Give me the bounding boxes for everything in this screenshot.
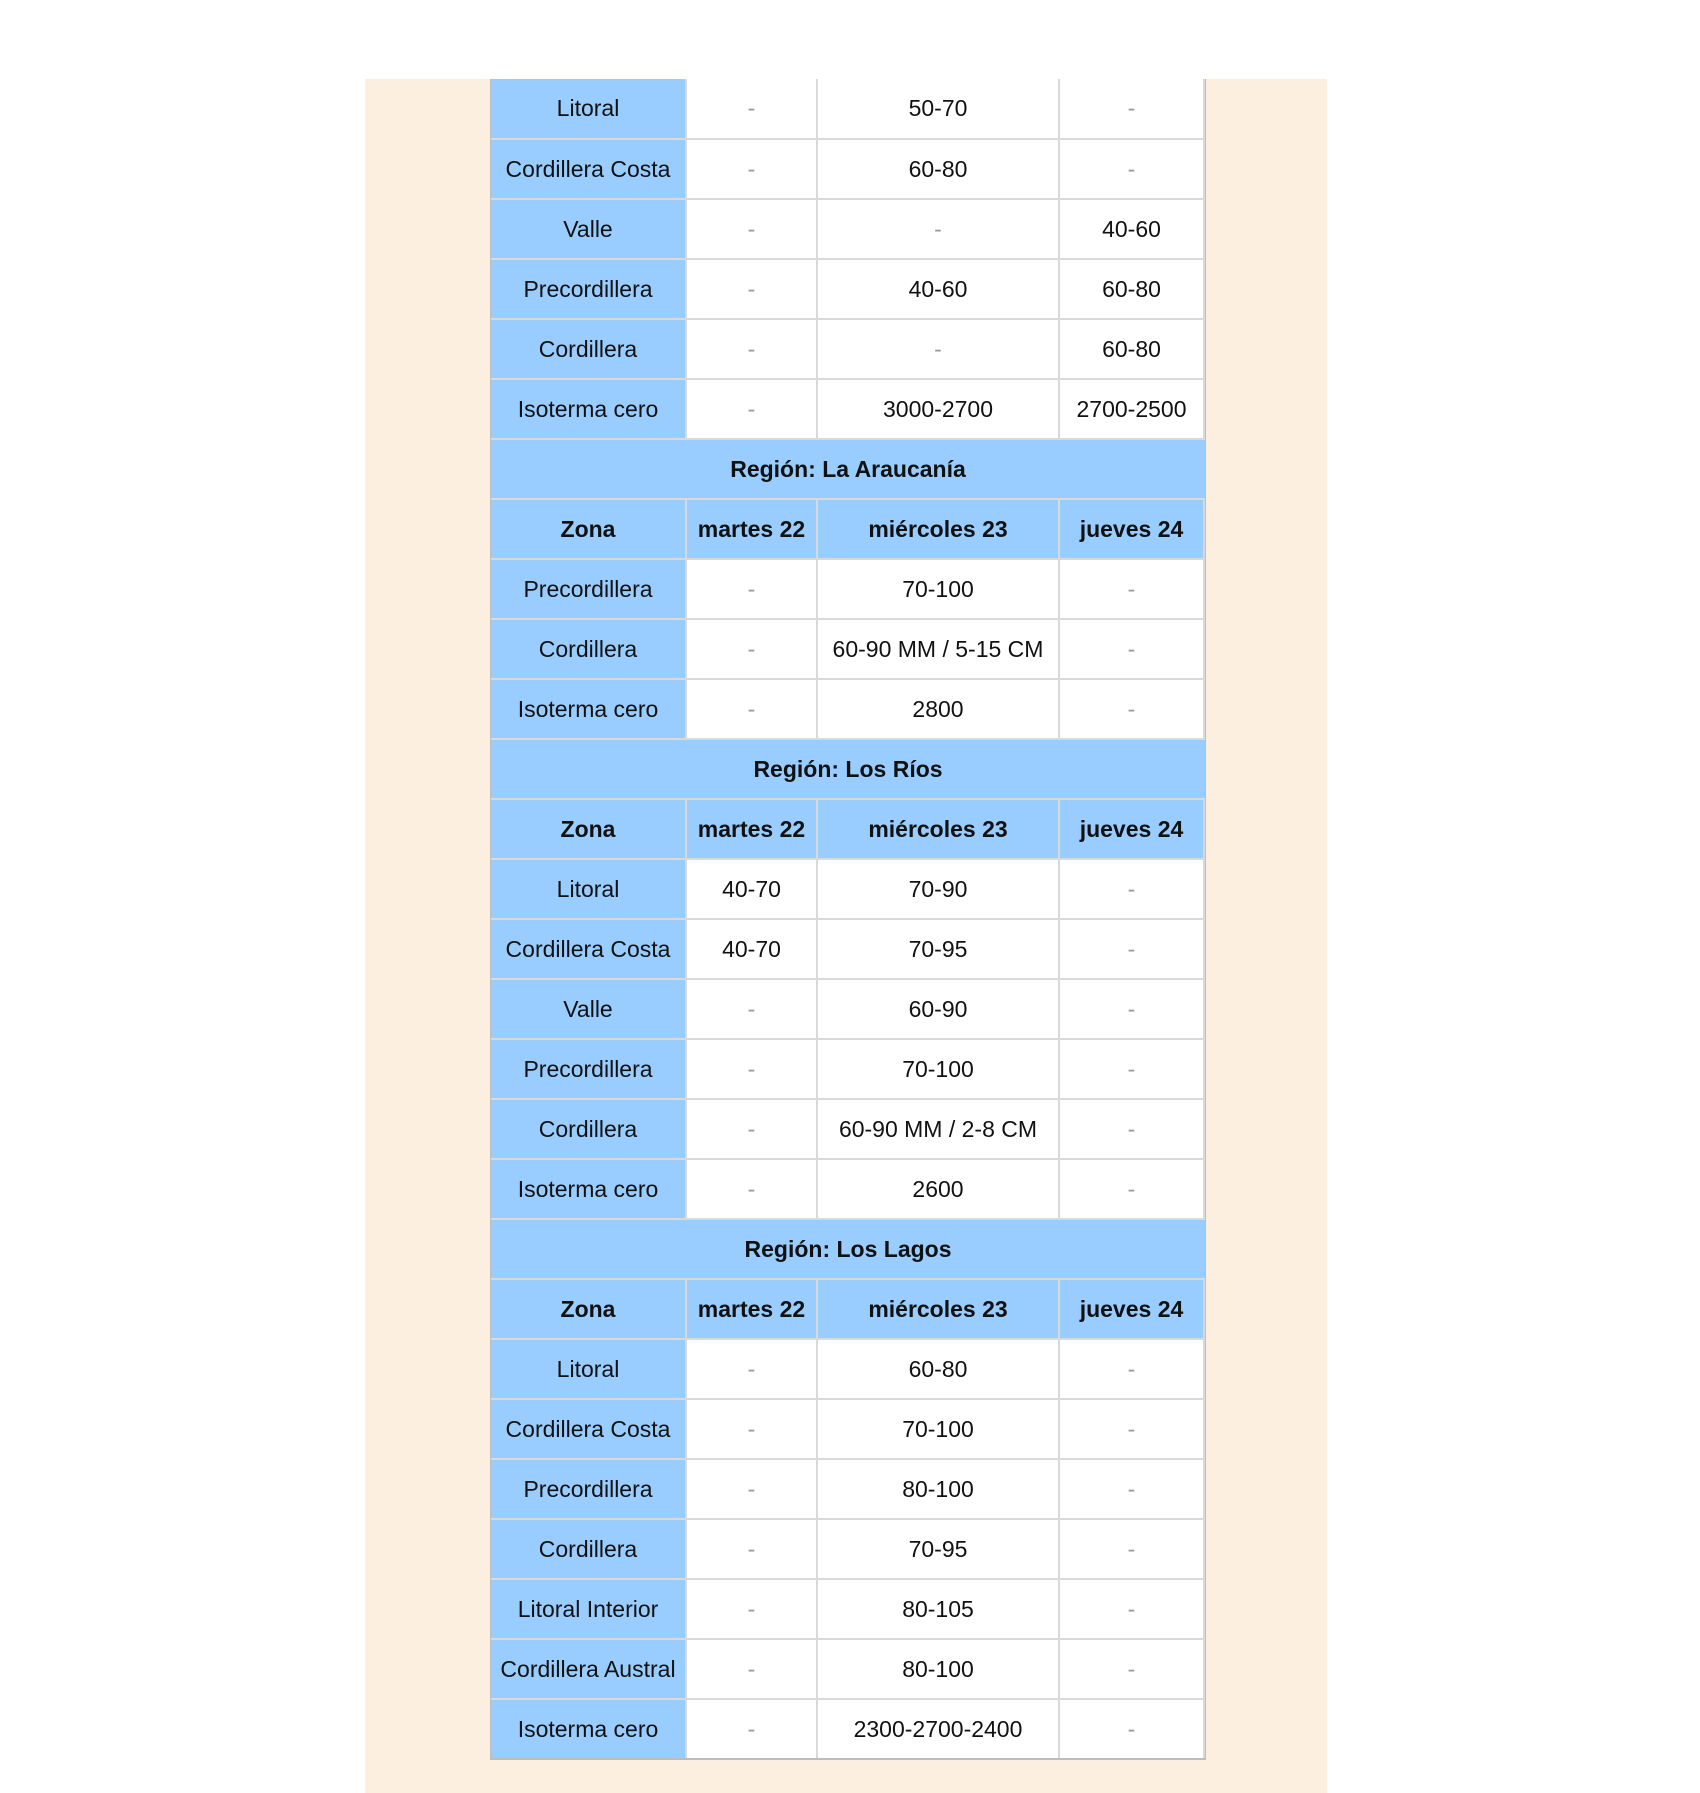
value-cell: 40-70 [687,920,816,978]
table-row [491,860,1205,918]
value-cell: 50-70 [818,79,1058,138]
table-header-row [491,800,1205,858]
value-cell: 40-60 [1060,200,1203,258]
value-cell: 70-100 [818,1040,1058,1098]
value-cell: - [1060,1340,1203,1398]
value-cell: - [687,560,816,618]
region-title: Región: Los Ríos [491,740,1205,798]
zone-cell: Valle [491,980,685,1038]
value-cell: 2300-2700-2400 [818,1700,1058,1758]
table-row [491,1400,1205,1458]
value-cell: - [687,1400,816,1458]
table-row [491,1040,1205,1098]
column-header: jueves 24 [1060,1280,1203,1338]
value-cell: - [818,320,1058,378]
zone-cell: Isoterma cero [491,1700,685,1758]
column-header: Zona [491,800,685,858]
value-cell: - [1060,1100,1203,1158]
precipitation-forecast-table [490,79,1206,1760]
zone-cell: Valle [491,200,685,258]
table-row [491,1340,1205,1398]
value-cell: - [1060,1460,1203,1518]
value-cell: - [1060,560,1203,618]
value-cell: - [687,1700,816,1758]
zone-cell: Isoterma cero [491,1160,685,1218]
zone-cell: Isoterma cero [491,680,685,738]
value-cell: - [818,200,1058,258]
table-row [491,320,1205,378]
value-cell: 2800 [818,680,1058,738]
zone-cell: Litoral [491,1340,685,1398]
value-cell: - [1060,1040,1203,1098]
value-cell: - [687,320,816,378]
column-header: martes 22 [687,800,816,858]
column-header: miércoles 23 [818,500,1058,558]
zone-cell: Cordillera [491,1100,685,1158]
table-row [491,1700,1205,1758]
value-cell: 2600 [818,1160,1058,1218]
zone-cell: Precordillera [491,1460,685,1518]
zone-cell: Cordillera [491,320,685,378]
value-cell: - [1060,620,1203,678]
value-cell: - [687,1100,816,1158]
table-row [491,620,1205,678]
zone-cell: Cordillera [491,1520,685,1578]
zone-cell: Precordillera [491,1040,685,1098]
value-cell: 2700-2500 [1060,380,1203,438]
value-cell: - [1060,980,1203,1038]
table-header-row [491,1280,1205,1338]
table-row [491,200,1205,258]
value-cell: 70-90 [818,860,1058,918]
value-cell: - [687,1160,816,1218]
value-cell: 70-100 [818,1400,1058,1458]
column-header: martes 22 [687,500,816,558]
value-cell: - [1060,1580,1203,1638]
value-cell: 3000-2700 [818,380,1058,438]
value-cell: - [1060,1160,1203,1218]
value-cell: - [687,1340,816,1398]
value-cell: - [687,1040,816,1098]
value-cell: 70-95 [818,1520,1058,1578]
value-cell: 60-80 [1060,320,1203,378]
zone-cell: Litoral [491,860,685,918]
value-cell: - [1060,140,1203,198]
column-header: miércoles 23 [818,800,1058,858]
region-title: Región: La Araucanía [491,440,1205,498]
table-row [491,260,1205,318]
column-header: Zona [491,1280,685,1338]
value-cell: - [687,1580,816,1638]
column-header: martes 22 [687,1280,816,1338]
zone-cell: Cordillera Austral [491,1640,685,1698]
column-header: miércoles 23 [818,1280,1058,1338]
table-row [491,1640,1205,1698]
value-cell: 60-80 [1060,260,1203,318]
value-cell: 80-100 [818,1460,1058,1518]
zone-cell: Precordillera [491,560,685,618]
table-row [491,1460,1205,1518]
value-cell: - [1060,79,1203,138]
value-cell: 60-90 [818,980,1058,1038]
value-cell: - [1060,1520,1203,1578]
value-cell: - [687,1640,816,1698]
zone-cell: Cordillera [491,620,685,678]
value-cell: - [687,260,816,318]
value-cell: - [687,1460,816,1518]
value-cell: 80-105 [818,1580,1058,1638]
value-cell: - [1060,860,1203,918]
zone-cell: Isoterma cero [491,380,685,438]
value-cell: - [687,380,816,438]
value-cell: - [1060,1400,1203,1458]
value-cell: 60-90 MM / 2-8 CM [818,1100,1058,1158]
region-title: Región: Los Lagos [491,1220,1205,1278]
table-row [491,680,1205,738]
table-row [491,1160,1205,1218]
value-cell: - [687,620,816,678]
value-cell: - [687,79,816,138]
value-cell: - [1060,680,1203,738]
table-row [491,980,1205,1038]
value-cell: 60-80 [818,1340,1058,1398]
value-cell: - [1060,920,1203,978]
value-cell: 70-95 [818,920,1058,978]
column-header: jueves 24 [1060,800,1203,858]
value-cell: - [1060,1700,1203,1758]
table-row [491,380,1205,438]
value-cell: 40-60 [818,260,1058,318]
value-cell: - [687,680,816,738]
value-cell: - [687,140,816,198]
zone-cell: Litoral Interior [491,1580,685,1638]
value-cell: 60-90 MM / 5-15 CM [818,620,1058,678]
zone-cell: Precordillera [491,260,685,318]
table-header-row [491,500,1205,558]
table-row [491,1520,1205,1578]
value-cell: - [687,980,816,1038]
table-row [491,79,1205,138]
value-cell: - [1060,1640,1203,1698]
value-cell: 80-100 [818,1640,1058,1698]
zone-cell: Litoral [491,79,685,138]
table-row [491,140,1205,198]
table-row [491,920,1205,978]
table-row [491,1580,1205,1638]
table-row [491,560,1205,618]
column-header: Zona [491,500,685,558]
zone-cell: Cordillera Costa [491,1400,685,1458]
column-header: jueves 24 [1060,500,1203,558]
table-row [491,1100,1205,1158]
zone-cell: Cordillera Costa [491,920,685,978]
value-cell: 70-100 [818,560,1058,618]
zone-cell: Cordillera Costa [491,140,685,198]
value-cell: 40-70 [687,860,816,918]
value-cell: 60-80 [818,140,1058,198]
value-cell: - [687,1520,816,1578]
value-cell: - [687,200,816,258]
